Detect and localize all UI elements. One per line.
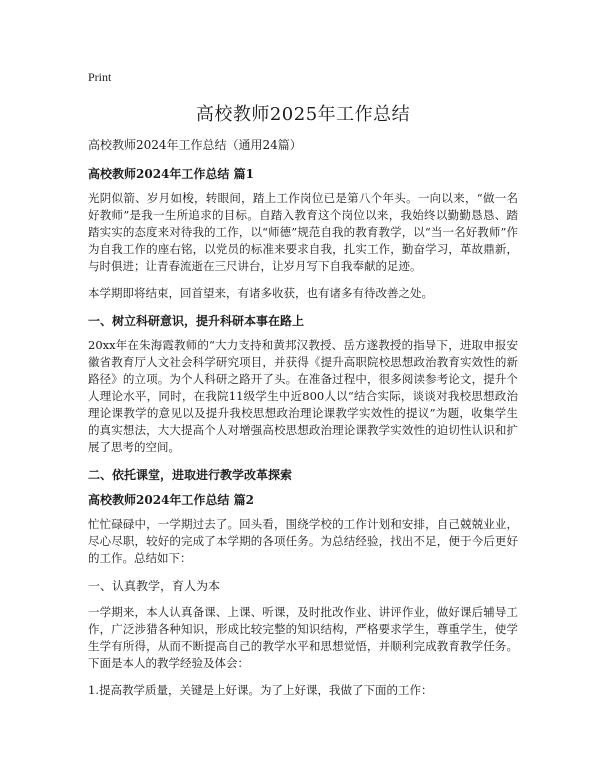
print-link[interactable]: Print xyxy=(88,70,112,84)
page-title: 高校教师2025年工作总结 xyxy=(195,104,411,125)
article-2-paragraph-1: 忙忙碌碌中，一学期过去了。回头看，围绕学校的工作计划和安排，自己兢兢业业，尽心尽职，较好的完成了本学期的各项任务。为总结经验，找出不足，便于今后更好的工作。总结如下： xyxy=(88,517,518,565)
article-1-paragraph-3: 20xx年在朱海霞教师的“大力支持和黄邦汉教授、岳方遂教授的指导下，进取申报安徽省教育厅人文社会科学研究项目，并获得《提升高职院校思想政治教育实效性的新路径》的立项。为个人科研之路开了头。在准备过程中，很多阅读参考论文，提升个人理论水平，同时，在我院11级学生中近800人以“结合实际，谈谈对我校思想政治理论课教学的意见以及提升我校思想政治理论课教学实效性的提议”为题，收集学生的真实想法，大大提高个人对增强高校思想政治理论课教学实效性的迫切性认识和扩展了思考的空间。 xyxy=(88,338,518,454)
document-page xyxy=(88,60,518,709)
article-1-heading-2: 二、依托课堂，进取进行教学改革探索 xyxy=(88,468,293,482)
article-2-title: 高校教师2024年工作总结 篇2 xyxy=(88,493,254,507)
article-1-title: 高校教师2024年工作总结 篇1 xyxy=(88,167,254,181)
document-subtitle: 高校教师2024年工作总结（通用24篇） xyxy=(88,138,302,152)
article-2-paragraph-2: 一学期来，本人认真备课、上课、听课，及时批改作业、讲评作业，做好课后辅导工作，广泛涉猎各种知识，形成比较完整的知识结构，严格要求学生，尊重学生，使学生学有所得，从而不断提高自己的教学水平和思想觉悟，并顺利完成教育教学任务。下面是本人的教学经验及体会： xyxy=(88,605,518,670)
article-1-heading-1: 一、树立科研意识，提升科研本事在路上 xyxy=(88,314,305,328)
article-1-paragraph-2: 本学期即将结束，回首望来，有诸多收获，也有诸多有待改善之处。 xyxy=(88,286,433,300)
article-1-paragraph-1: 光阴似箭、岁月如梭，转眼间，踏上工作岗位已是第八个年头。一向以来，“做一名好教师”是我一生所追求的目标。自踏入教育这个岗位以来，我始终以勤勤恳恳、踏踏实实的态度来对待我的工作，以“师德”规范自我的教育教学，以“当一名好教师”作为自我工作的座右铭，以党员的标准来要求自我，扎实工作，勤奋学习，革故鼎新，与时俱进；让青春流逝在三尺讲台，让岁月写下自我奉献的足迹。 xyxy=(88,191,518,273)
article-2-heading-1: 一、认真教学，育人为本 xyxy=(88,579,221,593)
article-2-paragraph-3: 1.提高教学质量，关键是上好课。为了上好课，我做了下面的工作： xyxy=(88,683,433,697)
